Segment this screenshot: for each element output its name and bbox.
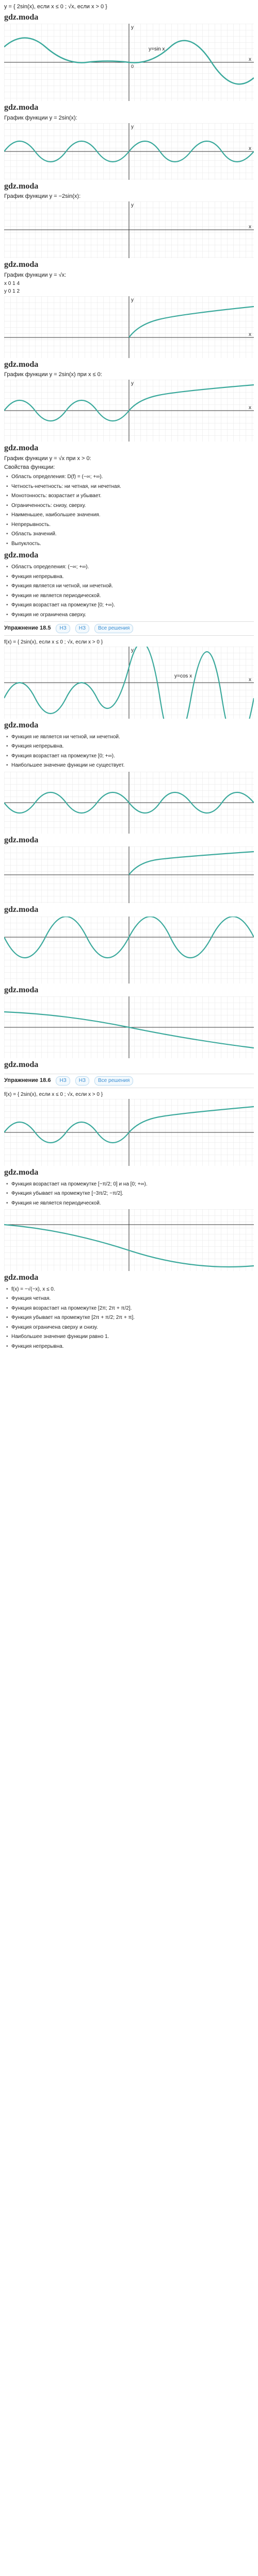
list-item: • Область значений. [6, 531, 254, 538]
graph3-x-label: x [249, 224, 251, 230]
list-item: • Четность-нечетность: ни четная, ни нечетная. [6, 483, 254, 490]
graph-wave-d [4, 996, 254, 1058]
list-item: • Функция непрерывна. [6, 1343, 254, 1350]
intro-formula: y = { 2sin(x), если x ≤ 0 ; √x, если x > 0 } [4, 4, 107, 10]
list-item: • Непрерывность. [6, 521, 254, 529]
graph4-y-label: y [131, 297, 134, 303]
list-item: • Функция возрастает на промежутке [0; +∞). [6, 602, 254, 609]
list-item: • Ограниченность: снизу, сверху. [6, 502, 254, 510]
watermark: gdz.moda [4, 1273, 39, 1282]
list-item: • Областъ определения: (−∞; +∞). [6, 564, 254, 571]
caption-5: График функции y = √x при x > 0: [4, 455, 91, 462]
watermark: gdz.moda [4, 181, 39, 191]
graph1-func-label: y=sin x [149, 46, 165, 53]
list-item: • Функция возрастает на промежутке [0; +∞). [6, 753, 254, 760]
watermark: gdz.moda [4, 1060, 39, 1070]
sec1-y-label: y [131, 648, 134, 654]
graph1-origin: 0 [131, 64, 134, 70]
list-item: • f(x) = −√(−x), x ≤ 0. [6, 1286, 254, 1293]
graph-combined [4, 380, 254, 442]
nz-button[interactable]: НЗ [56, 624, 70, 633]
graph-end [4, 1209, 254, 1271]
section-header-18-6 [4, 1074, 254, 1088]
sec1-list [6, 734, 254, 769]
watermark: gdz.moda [4, 551, 39, 560]
caption-4: График функции y = 2sin(x) при x ≤ 0: [4, 371, 102, 378]
watermark: gdz.moda [4, 12, 39, 22]
watermark: gdz.moda [4, 444, 39, 453]
list-item: • Функция убывает на промежутке [2π + π/2; 2π + π]. [6, 1314, 254, 1321]
section-header-18-5 [4, 621, 254, 636]
all-solutions-button[interactable]: Все решения [94, 1076, 133, 1086]
nz-button[interactable]: НЗ [75, 624, 89, 633]
section-title: Упражнение 18.5 [4, 625, 51, 632]
block2-list [6, 564, 254, 618]
list-item: • Наибольшее значение функции не существует. [6, 762, 254, 769]
graph-sin-svg [4, 24, 254, 101]
table-row-x: x 0 1 4 [4, 280, 20, 286]
graph-sqrt [4, 296, 254, 358]
watermark: gdz.moda [4, 985, 39, 994]
list-item: • Функция непрерывна. [6, 573, 254, 581]
caption-2: График функции y = −2sin(x): [4, 193, 81, 200]
graph-wave-a [4, 772, 254, 834]
graph-wave-c [4, 917, 254, 984]
sec2-line: f(x) = { 2sin(x), если x ≤ 0 ; √x, если x > 0 } [4, 1091, 103, 1097]
graph2-x-label: x [249, 145, 251, 151]
graph-wave-b [4, 846, 254, 903]
list-item: • Функция убывает на промежутке [−3π/2; −π/2]. [6, 1190, 254, 1197]
graph4-x-label: x [249, 331, 251, 337]
list-item: • Функция ограничена сверху и снизу. [6, 1324, 254, 1331]
watermark: gdz.moda [4, 905, 39, 914]
nz-button[interactable]: НЗ [56, 1076, 70, 1086]
list-item: • Выпуклость. [6, 540, 254, 548]
list-item: • Функция непрерывна. [6, 743, 254, 750]
list-item: • Область определения: D(f) = (−∞; +∞). [6, 473, 254, 481]
graph2-y-label: y [131, 124, 134, 130]
watermark: gdz.moda [4, 103, 39, 112]
caption-1: График функции y = 2sin(x): [4, 115, 77, 122]
graph-sin-overview [4, 24, 254, 101]
graph5-y-label: y [131, 381, 134, 387]
watermark: gdz.moda [4, 721, 39, 730]
sec1-line: f(x) = { 2sin(x), если x ≤ 0 ; √x, если x > 0 } [4, 639, 103, 645]
caption-3: График функции y = √x: [4, 272, 67, 278]
graph-sec1 [4, 647, 254, 719]
graph3-y-label: y [131, 202, 134, 209]
graph5-x-label: x [249, 405, 251, 411]
list-item: • Функция возрастает на промежутке [2π; 2π + π/2]. [6, 1305, 254, 1312]
end-list [6, 1286, 254, 1350]
sec2-list [6, 1181, 254, 1207]
watermark: gdz.moda [4, 260, 39, 269]
watermark: gdz.moda [4, 360, 39, 369]
watermark: gdz.moda [4, 1168, 39, 1177]
list-item: • Функция не является периодической. [6, 592, 254, 600]
list-item: • Функция возрастает на промежутке [−π/2; 0] и на [0; +∞). [6, 1181, 254, 1188]
list-item: • Функция не является ни четной, ни нечетной. [6, 734, 254, 741]
props-title: Свойства функции: [4, 464, 55, 470]
nz-button[interactable]: НЗ [75, 1076, 89, 1086]
list-item: • Монотонность: возрастает и убывает. [6, 493, 254, 500]
section-title: Упражнение 18.6 [4, 1077, 51, 1084]
sec1-x-label: x [249, 677, 251, 683]
list-item: • Функция не является периодической. [6, 1200, 254, 1207]
watermark: gdz.moda [4, 835, 39, 844]
graph1-x-label: x [249, 57, 251, 63]
list-item: • Наибольшее значение функции равно 1. [6, 1333, 254, 1341]
all-solutions-button[interactable]: Все решения [94, 624, 133, 633]
list-item: • Функция является ни четной, ни нечетной. [6, 583, 254, 590]
list-item: • Наименьшее, наибольшее значения. [6, 512, 254, 519]
sec1-func-label: y=cos x [174, 673, 192, 680]
table-row-y: y 0 1 2 [4, 289, 20, 295]
props-list [6, 473, 254, 547]
graph-2sin [4, 123, 254, 180]
graph-axes-only [4, 201, 254, 258]
list-item: • Функция не ограничена сверху. [6, 612, 254, 619]
graph1-y-label: y [131, 25, 134, 31]
list-item: • Функция четная. [6, 1295, 254, 1302]
graph-sec2 [4, 1099, 254, 1166]
